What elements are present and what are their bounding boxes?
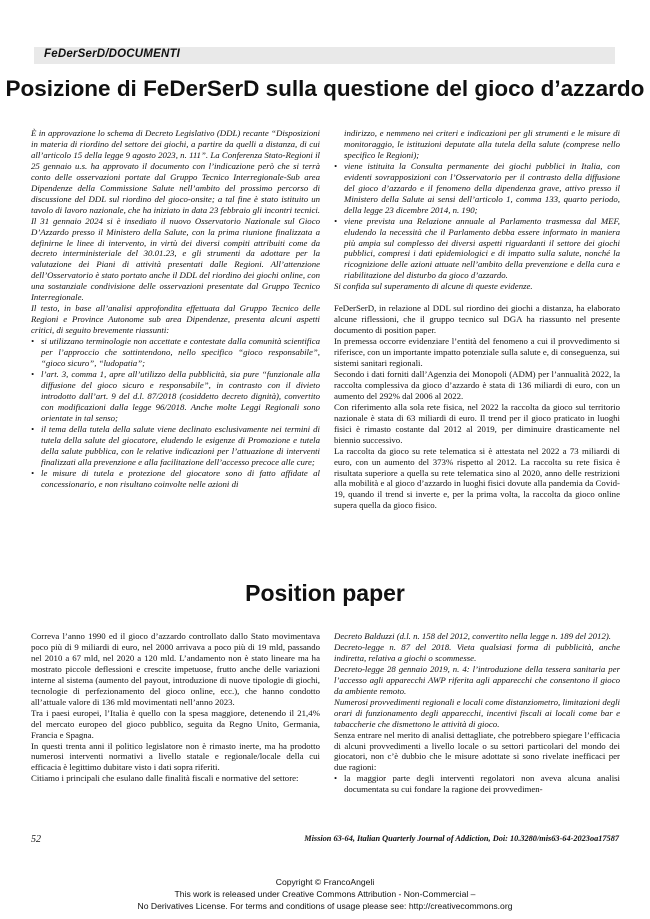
- paragraph: Si confida sul superamento di alcune di queste evidenze.: [334, 281, 533, 292]
- bullet-list: [334, 773, 620, 795]
- list-item: • le misure di tutela e protezione del giocatore sono di fatto affidate al concessionario, e non risultano coinvolte nelle azioni di: [41, 468, 320, 490]
- page-title: Posizione di FeDerSerD sulla questione del gioco d’azzardo: [5, 76, 645, 101]
- paragraph: Decreto-legge n. 87 del 2018. Vieta qualsiasi forma di pubblicità, anche indiretta, relativa a giochi o scommesse.: [334, 641, 620, 663]
- paragraph: In questi trenta anni il politico legislatore non è rimasto inerte, ma ha prodotto numerosi interventi normativi a livello statale e regionale/locale della cui efficacia è legittimo dubitare visto i dati sopra riferiti.: [31, 740, 320, 773]
- list-item: • viene prevista una Relazione annuale al Parlamento trasmessa dal MEF, eludendo la necessità che il Parlamento debba essere informato in maniera più ampia sul complesso dei diversi aspetti riguardanti il settore dei giochi pubblici, compresi i dati epidemiologici e di impatto sulla salute, nonché la ricognizione delle azioni attuate nell’ambito della prevenzione e della cura e riabilitazione del disturbo da gioco d’azzardo.: [344, 216, 620, 282]
- paragraph: Decreto Balduzzi (d.l. n. 158 del 2012, convertito nella legge n. 189 del 2012).: [334, 631, 611, 641]
- paragraph: Secondo i dati forniti dall’Agenzia dei Monopoli (ADM) per l’annualità 2022, la raccolta complessiva da gioco d’azzardo è stata di 136 miliardi di euro, con un aumento del 292% dal 2006 al 2022.: [334, 368, 620, 401]
- list-item: • l’art. 3, comma 1, apre all’utilizzo della pubblicità, sia pure “funzionale alla diffusione del gioco sicuro e responsabile”, in contrasto con il divieto introdotto dall’art. 9 del d.l. 87/2018 (cosiddetto decreto dignità), convertito con modificazioni dalla legge 96/2018. Anche molte Leggi Regionali sono orientate in tal senso;: [41, 369, 320, 424]
- bullet-list: [31, 336, 320, 489]
- license-line: This work is released under Creative Commons Attribution - Non-Commercial –: [174, 889, 476, 899]
- paragraph: Correva l’anno 1990 ed il gioco d’azzardo controllato dallo Stato movimentava poco più di 9 miliardi di euro, nel 2000 arrivava a poco più di 19 mld, passando nel 2010 a 67 mld, nel 2020 a 120 mld. L’andamento non è stato lineare ma ha mostrato piccole deflessioni e crescite impetuose, frutto anche delle variazioni interne al sistema (aumento del payout, introduzione di nuove tipologie di giochi, tecnologie di perfezionamento del gioco online, ecc.), che hanno condotto all’attuale valore di 136 mld movimentati nell’anno 2023.: [31, 631, 320, 707]
- paragraph: indirizzo, e nemmeno nei criteri e indicazioni per gli strumenti e le misure di monitoraggio, le istituzioni deputate alla tutela della salute (comprese nello specifico le Regioni);: [344, 128, 620, 160]
- column-1: [31, 128, 320, 489]
- bullet-list: [334, 161, 620, 281]
- copyright-line: Copyright © FrancoAngeli: [275, 877, 375, 887]
- paragraph: FeDerSerD, in relazione al DDL sul riordino dei giochi a distanza, ha elaborato alcune riflessioni, che il gruppo tecnico sul DGA ha riassunto nel presente documento di position paper.: [334, 303, 620, 336]
- paragraph: In premessa occorre evidenziare l’entità del fenomeno a cui il provvedimento si riferisce, con un importante impatto potenziale sulla salute e, di conseguenza, sui sistemi sanitari regionali.: [334, 336, 620, 368]
- paragraph: Tra i paesi europei, l’Italia è quello con la spesa maggiore, detenendo il 21,4% del mercato europeo del gioco pubblico, seguita da Regno Unito, Germania, Francia e Spagna.: [31, 707, 320, 740]
- page-number: 52: [31, 834, 41, 845]
- list-item: • viene istituita la Consulta permanente dei giochi pubblici in Italia, con evidenti sovrapposizioni con l’Osservatorio per il contrasto della diffusione del gioco d’azzardo e il fenomeno della dipendenza grave, attivo presso il Ministero della Salute ai sensi dell’articolo 1, comma 133, quarto periodo, della legge 23 dicembre 2014, n. 190;: [344, 161, 620, 216]
- column-4: [334, 631, 620, 795]
- column-3: [31, 631, 320, 784]
- list-item: • la maggior parte degli interventi regolatori non aveva alcuna analisi documentata su cui fondare la ragione dei provvedimen-: [344, 773, 620, 795]
- paragraph: È in approvazione lo schema di Decreto Legislativo (DDL) recante “Disposizioni in materia di riordino del settore dei giochi, a partire da quelli a distanza, di cui all’articolo 15 della legge 9 agosto 2023, n. 111”. La Conferenza Stato-Regioni il 25 gennaio u.s. ha approvato il documento con l’indicazione però che si terrà conto delle osservazioni portate dal Gruppo Tecnico Interregionale-Sub area Dipendenze della Commissione Salute nell’ambito del prossimo percorso di discussione del DDL sul riordino del gioco-onsite; a tal fine è stato istituito un tavolo di lavoro nazionale, che ha iniziato in data 23 febbraio gli incontri tecnici. Il 31 gennaio 2024 si è insediato il nuovo Osservatorio Nazionale sul Gioco D’Azzardo presso il Ministero della Salute, con la prima riunione finalizzata a definirne le linee di intervento, in virtù dei diversi compiti attribuiti come da decreto interministeriale del 30.01.23, e gli strumenti da adottare per la valutazione dei Piani di attività presentati dalle Regioni. All’attenzione dell’Osservatorio è stato portato anche il DDL del riordino dei giochi online, con una sostanziale condivisione delle osservazioni presentate dal Gruppo Tecnico Interregionale.: [31, 128, 320, 303]
- license-link-line: No Derivatives License. For terms and conditions of usage please see: http://creativecommons.org: [137, 901, 513, 911]
- paragraph: Citiamo i principali che esulano dalle finalità fiscali e normative del settore:: [31, 773, 299, 784]
- paragraph: Con riferimento alla sola rete fisica, nel 2022 la raccolta da gioco sul territorio nazionale è stata di 63 miliardi di euro. Il trend per il gioco praticato in luoghi fisici è rimasto costante dal 2012 al 2019, per diminuire drasticamente nel biennio successivo.: [334, 401, 620, 445]
- list-item: • il tema della tutela della salute viene declinato esclusivamente nei termini di tutela della salute del giocatore, eludendo le esigenze di Promozione e tutela della salute pubblica, con le relative indicazioni per l’attuazione di interventi finalizzati alla prevenzione e alla facilitazione dell’accesso precoce alle cure;: [41, 424, 320, 468]
- list-item: • si utilizzano terminologie non accettate e contestate dalla comunità scientifica per l’approccio che sottintendono, nello specifico “gioco responsabile”, “gioco sicuro”, “ludopatia”;: [41, 336, 320, 369]
- column-2: [334, 128, 620, 511]
- paragraph: Senza entrare nel merito di analisi dettagliate, che potrebbero spiegare l’efficacia di alcuni provvedimenti a livello locale o su settori particolari del mondo dei giocatori, non c’è dubbio che le misure adottate si sono rivelate inefficaci per due ragioni:: [334, 729, 620, 773]
- section-header: FeDerSerD/DOCUMENTI: [44, 48, 181, 60]
- paragraph: La raccolta da gioco su rete telematica si è attestata nel 2022 a 73 miliardi di euro, con un aumento del 373% rispetto al 2012. La raccolta su rete fisica è risultata superiore a quella su rete telematica sino al 2020, anno delle restrizioni alla mobilità e al gioco d’azzardo in luoghi fisici dovute alla pandemia da Covid-19, quando il trend si inverte e, per la prima volta, la raccolta da gioco online supera quella da gioco fisico.: [334, 445, 620, 511]
- paragraph: Decreto-legge 28 gennaio 2019, n. 4: l’introduzione della tessera sanitaria per l’accesso agli apparecchi AWP riferita agli apparecchi che consentono il gioco da ambiente remoto.: [334, 663, 620, 696]
- journal-citation: Mission 63-64, Italian Quarterly Journal of Addiction, Doi: 10.3280/mis63-64-2023oa17587: [304, 834, 619, 843]
- section-title: Position paper: [245, 580, 405, 606]
- paragraph: Il testo, in base all’analisi approfondita effettuata dal Gruppo Tecnico delle Regioni e Province Autonome sub area Dipendenze, presenta alcuni aspetti critici, di seguito brevemente riassunti:: [31, 303, 320, 336]
- paragraph: Numerosi provvedimenti regionali e locali come distanziometro, limitazioni degli orari di funzionamento degli apparecchi, incentivi fiscali ai locali come bar e tabaccherie che dismettono le attività di gioco.: [334, 696, 620, 729]
